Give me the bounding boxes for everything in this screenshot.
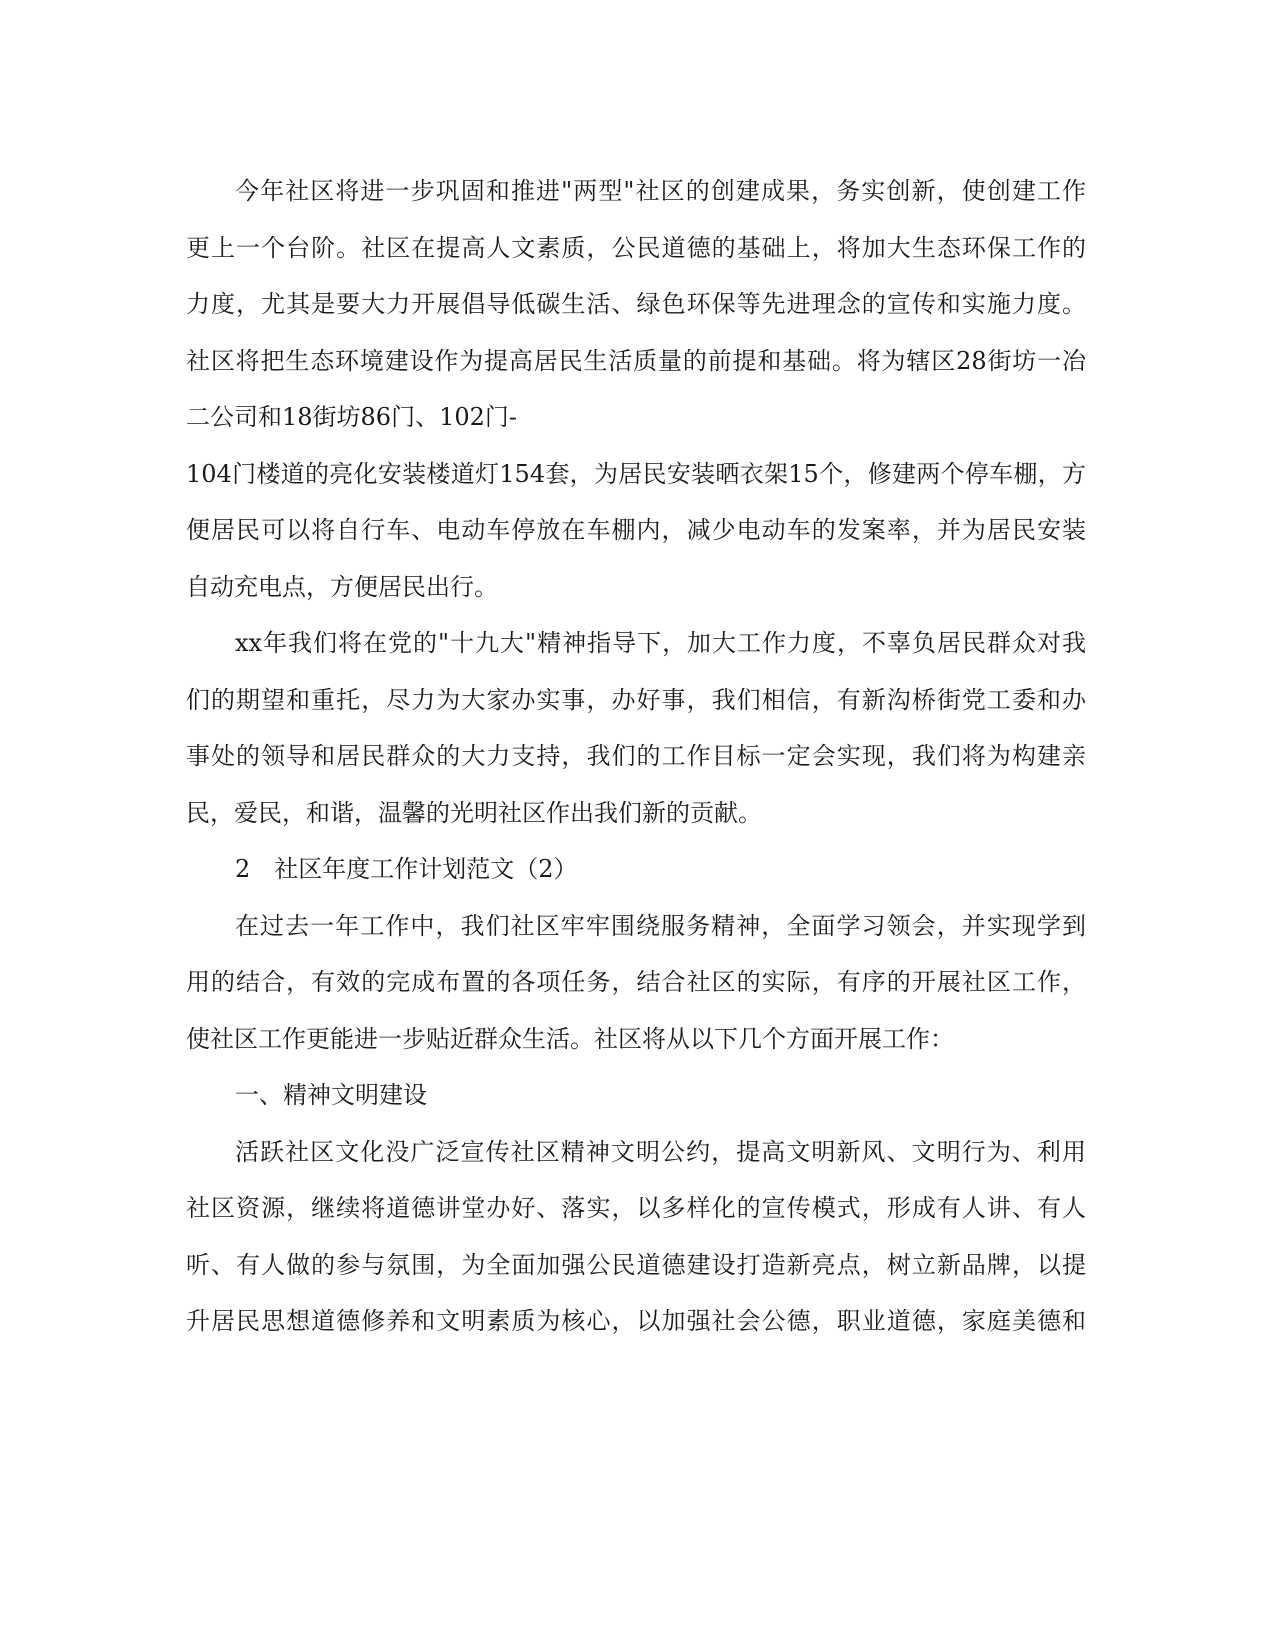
text-line: 力度，尤其是要大力开展倡导低碳生活、绿色环保等先进理念的宣传和实施力度。 — [186, 290, 1086, 318]
text-line: 一、精神文明建设 — [235, 1081, 427, 1109]
text-line: 二公司和18街坊86门、102门- — [186, 403, 517, 431]
text-line: 民，爱民，和谐，温馨的光明社区作出我们新的贡献。 — [186, 798, 762, 827]
text-line: 自动充电点，方便居民出行。 — [186, 572, 498, 601]
text-line: 活跃社区文化没广泛宣传社区精神文明公约，提高文明新风、文明行为、利用 — [235, 1137, 1086, 1166]
text-line: 社区资源，继续将道德讲堂办好、落实，以多样化的宣传模式，形成有人讲、有人 — [186, 1194, 1086, 1222]
text-line: xx年我们将在党的"十九大"精神指导下，加大工作力度，不辜负居民群众对我 — [235, 629, 1086, 657]
text-line: 在过去一年工作中，我们社区牢牢围绕服务精神，全面学习领会，并实现学到 — [235, 911, 1086, 940]
text-line: 们的期望和重托，尽力为大家办实事，办好事，我们相信，有新沟桥街党工委和办 — [186, 685, 1086, 714]
text-line: 社区将把生态环境建设作为提高居民生活质量的前提和基础。将为辖区28街坊一冶 — [186, 346, 1086, 375]
text-line: 使社区工作更能进一步贴近群众生活。社区将从以下几个方面开展工作： — [186, 1024, 954, 1053]
text-line: 听、有人做的参与氛围，为全面加强公民道德建设打造新亮点，树立新品牌，以提 — [186, 1250, 1086, 1279]
text-line: 事处的领导和居民群众的大力支持，我们的工作目标一定会实现，我们将为构建亲 — [186, 742, 1086, 770]
text-line: 升居民思想道德修养和文明素质为核心，以加强社会公德，职业道德，家庭美德和 — [186, 1307, 1086, 1335]
text-line: 2 社区年度工作计划范文（2） — [235, 855, 578, 883]
text-line: 便居民可以将自行车、电动车停放在车棚内，减少电动车的发案率，并为居民安装 — [186, 516, 1086, 544]
text-line: 更上一个台阶。社区在提高人文素质，公民道德的基础上，将加大生态环保工作的 — [186, 233, 1086, 262]
text-line: 104门楼道的亮化安装楼道灯154套，为居民安装晒衣架15个，修建两个停车棚，方 — [186, 459, 1086, 488]
document-page — [186, 163, 1086, 1350]
text-line: 今年社区将进一步巩固和推进"两型"社区的创建成果，务实创新，使创建工作 — [235, 177, 1086, 205]
text-line: 用的结合，有效的完成布置的各项任务，结合社区的实际，有序的开展社区工作， — [186, 968, 1086, 996]
